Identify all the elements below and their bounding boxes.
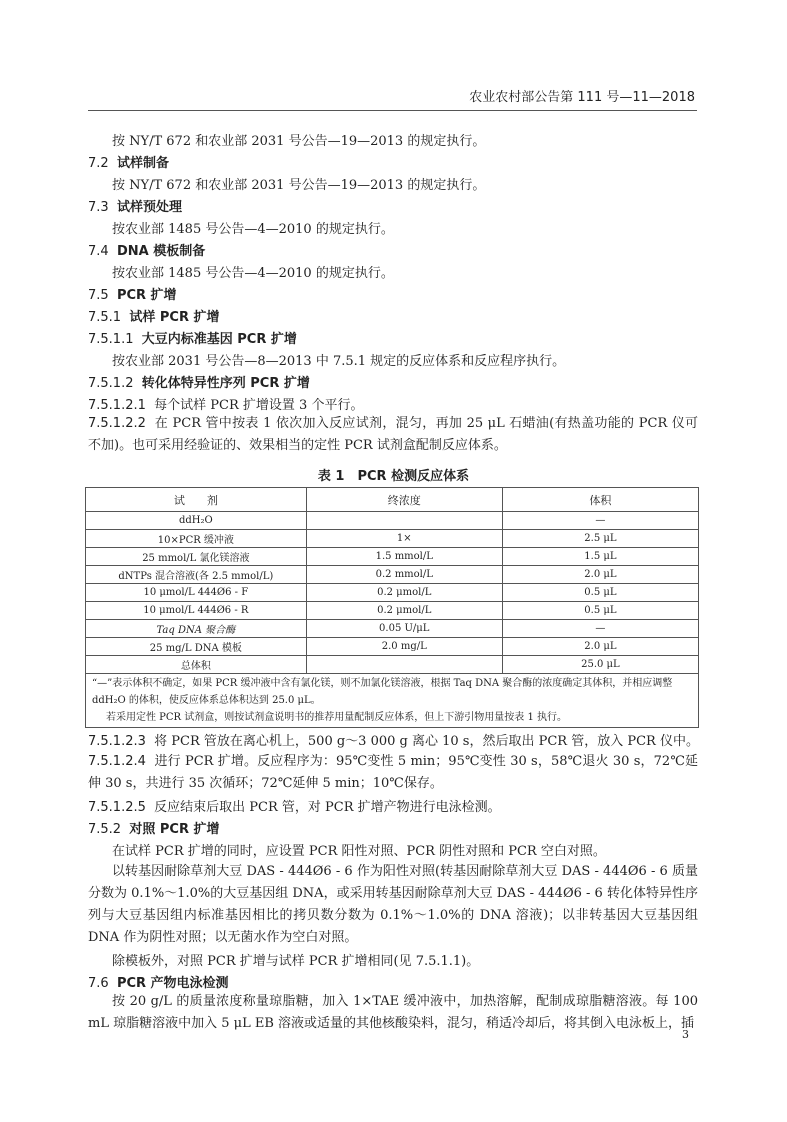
section-title: 试样预处理 [116,200,182,215]
clause-number: 7.5.1.2.5 [88,800,146,815]
page-number: 3 [682,1028,689,1041]
table-cell: 1.5 μL [502,548,698,566]
table-cell: 10 μmol/L 444Ø6 - F [86,584,307,602]
section-number: 7.6 [88,976,109,991]
paragraph: 以转基因耐除草剂大豆 DAS - 444Ø6 - 6 作为阳性对照(转基因耐除草剂大豆 DAS - 444Ø6 - 6 质量分数为 0.1%～1.0%的大豆基因组 DNA，或采用转基因耐除草剂大豆 DAS - 444Ø6 - 6 转化体特异性序列与大豆基因组内标准基因相比的拷贝数分数为 0.1%～1.0%的 DNA 溶液)；以非转基因大豆基因组 DNA 作为阴性对照；以无菌水作为空白对照。 [88,864,698,945]
table-cell: 25.0 μL [502,656,698,674]
table-note [86,674,699,728]
table-cell: 0.2 mmol/L [306,566,502,584]
section-heading [88,309,219,327]
table-cell: 25 mg/L DNA 模板 [86,638,307,656]
table-row [86,548,699,566]
table-cell: dNTPs 混合溶液(各 2.5 mmol/L) [86,566,307,584]
section-title: 大豆内标准基因 PCR 扩增 [141,332,297,347]
clause-number: 7.5.1.2.4 [88,754,146,769]
standard-number: 农业农村部公告第 111 号—11—2018 [469,90,695,105]
column-header: 体积 [502,488,698,512]
table-note-row [86,674,699,728]
section-number: 7.5.1.2 [88,376,134,391]
table-cell: 2.5 μL [502,530,698,548]
section-title: PCR 扩增 [116,288,177,303]
section-number: 7.5.1 [88,310,122,325]
table-row [86,584,699,602]
table-row [86,566,699,584]
table-cell: 2.0 mg/L [306,638,502,656]
table-note-text: “—”表示体积不确定，如果 PCR 缓冲液中含有氯化镁，则不加氯化镁溶液，根据 Taq DNA 聚合酶的浓度确定其体积，并相应调整 ddH₂O 的体积，使反应体系总体积达到 25.0 μL。 [92,678,673,706]
section-heading [88,821,219,839]
paragraph: 按农业部 1485 号公告—4—2010 的规定执行。 [112,222,394,237]
clause-number: 7.5.1.2.1 [88,398,146,413]
table-header-row [86,488,699,512]
clause-text: 在 PCR 管中按表 1 依次加入反应试剂，混匀，再加 25 μL 石蜡油(有热盖功能的 PCR 仪可不加)。也可采用经验证的、效果相当的定性 PCR 试剂盒配制反应体系。 [88,416,699,453]
header-rule [88,110,697,111]
section-heading [88,375,310,393]
section-title: 试样 PCR 扩增 [129,310,220,325]
table-note-text: 若采用定性 PCR 试剂盒，则按试剂盒说明书的推荐用量配制反应体系，但上下游引物用量按表 1 执行。 [106,712,567,723]
section-heading [88,287,177,305]
column-header: 终浓度 [306,488,502,512]
table-cell: Taq DNA 聚合酶 [86,620,307,638]
table-cell: 0.5 μL [502,584,698,602]
table-row [86,512,699,530]
paragraph: 除模板外，对照 PCR 扩增与试样 PCR 扩增相同(见 7.5.1.1)。 [112,954,480,969]
table-row [86,638,699,656]
reaction-table [85,487,699,728]
table-cell: ddH₂O [86,512,307,530]
table-cell: 2.0 μL [502,638,698,656]
section-number: 7.2 [88,156,109,171]
paragraph: 按 20 g/L 的质量浓度称量琼脂糖，加入 1×TAE 缓冲液中，加热溶解，配制成琼脂糖溶液。每 100 mL 琼脂糖溶液中加入 5 μL EB 溶液或适量的其他核酸染料，混匀，稍适冷却后，将其倒入电泳板上，插 [88,994,698,1031]
paragraph: 按 NY/T 672 和农业部 2031 号公告—19—2013 的规定执行。 [112,178,486,193]
clause [88,799,501,817]
table-cell [306,656,502,674]
section-number: 7.5.2 [88,822,122,837]
paragraph: 按农业部 2031 号公告—8—2013 中 7.5.1 规定的反应体系和反应程序执行。 [112,354,566,369]
section-heading [88,155,169,173]
clause [88,751,698,795]
table-row [86,602,699,620]
clause [88,413,698,457]
table-cell: 总体积 [86,656,307,674]
table-cell: 0.05 U/μL [306,620,502,638]
clause-text: 将 PCR 管放在离心机上，500 g～3 000 g 离心 10 s，然后取出 PCR 管，放入 PCR 仪中。 [154,734,699,749]
section-title: 对照 PCR 扩增 [129,822,220,837]
paragraph: 在试样 PCR 扩增的同时，应设置 PCR 阳性对照、PCR 阴性对照和 PCR 空白对照。 [112,844,606,859]
table-caption: 表 1 PCR 检测反应体系 [317,469,470,484]
table-cell: — [502,512,698,530]
table-cell: 10 μmol/L 444Ø6 - R [86,602,307,620]
table-row [86,620,699,638]
table-row [86,656,699,674]
paragraph: 按 NY/T 672 和农业部 2031 号公告—19—2013 的规定执行。 [112,134,486,149]
clause [88,733,699,751]
table-cell: 10×PCR 缓冲液 [86,530,307,548]
table-row [86,530,699,548]
section-number: 7.3 [88,200,109,215]
clause-text: 反应结束后取出 PCR 管，对 PCR 扩增产物进行电泳检测。 [154,800,501,815]
table-cell: 0.5 μL [502,602,698,620]
section-heading [88,243,205,261]
table-cell: 1.5 mmol/L [306,548,502,566]
section-number: 7.5 [88,288,109,303]
table-cell: 0.2 μmol/L [306,584,502,602]
table-cell: 25 mmol/L 氯化镁溶液 [86,548,307,566]
table-cell: 1× [306,530,502,548]
section-number: 7.4 [88,244,109,259]
paragraph: 按农业部 1485 号公告—4—2010 的规定执行。 [112,266,394,281]
table-cell [306,512,502,530]
clause-text: 进行 PCR 扩增。反应程序为：95℃变性 5 min；95℃变性 30 s，58℃退火 30 s，72℃延伸 30 s，共进行 35 次循环；72℃延伸 5 min；10℃保存。 [88,754,699,791]
section-title: 试样制备 [116,156,169,171]
column-header: 试 剂 [86,488,307,512]
section-title: 转化体特异性序列 PCR 扩增 [141,376,310,391]
table-cell: 0.2 μmol/L [306,602,502,620]
section-title: PCR 产物电泳检测 [116,976,229,991]
section-heading [88,199,182,217]
section-title: DNA 模板制备 [116,244,206,259]
section-heading [88,331,297,349]
table-cell: 2.0 μL [502,566,698,584]
section-number: 7.5.1.1 [88,332,134,347]
table-cell: — [502,620,698,638]
clause-text: 每个试样 PCR 扩增设置 3 个平行。 [154,398,364,413]
clause-number: 7.5.1.2.2 [88,416,146,431]
clause-number: 7.5.1.2.3 [88,734,146,749]
